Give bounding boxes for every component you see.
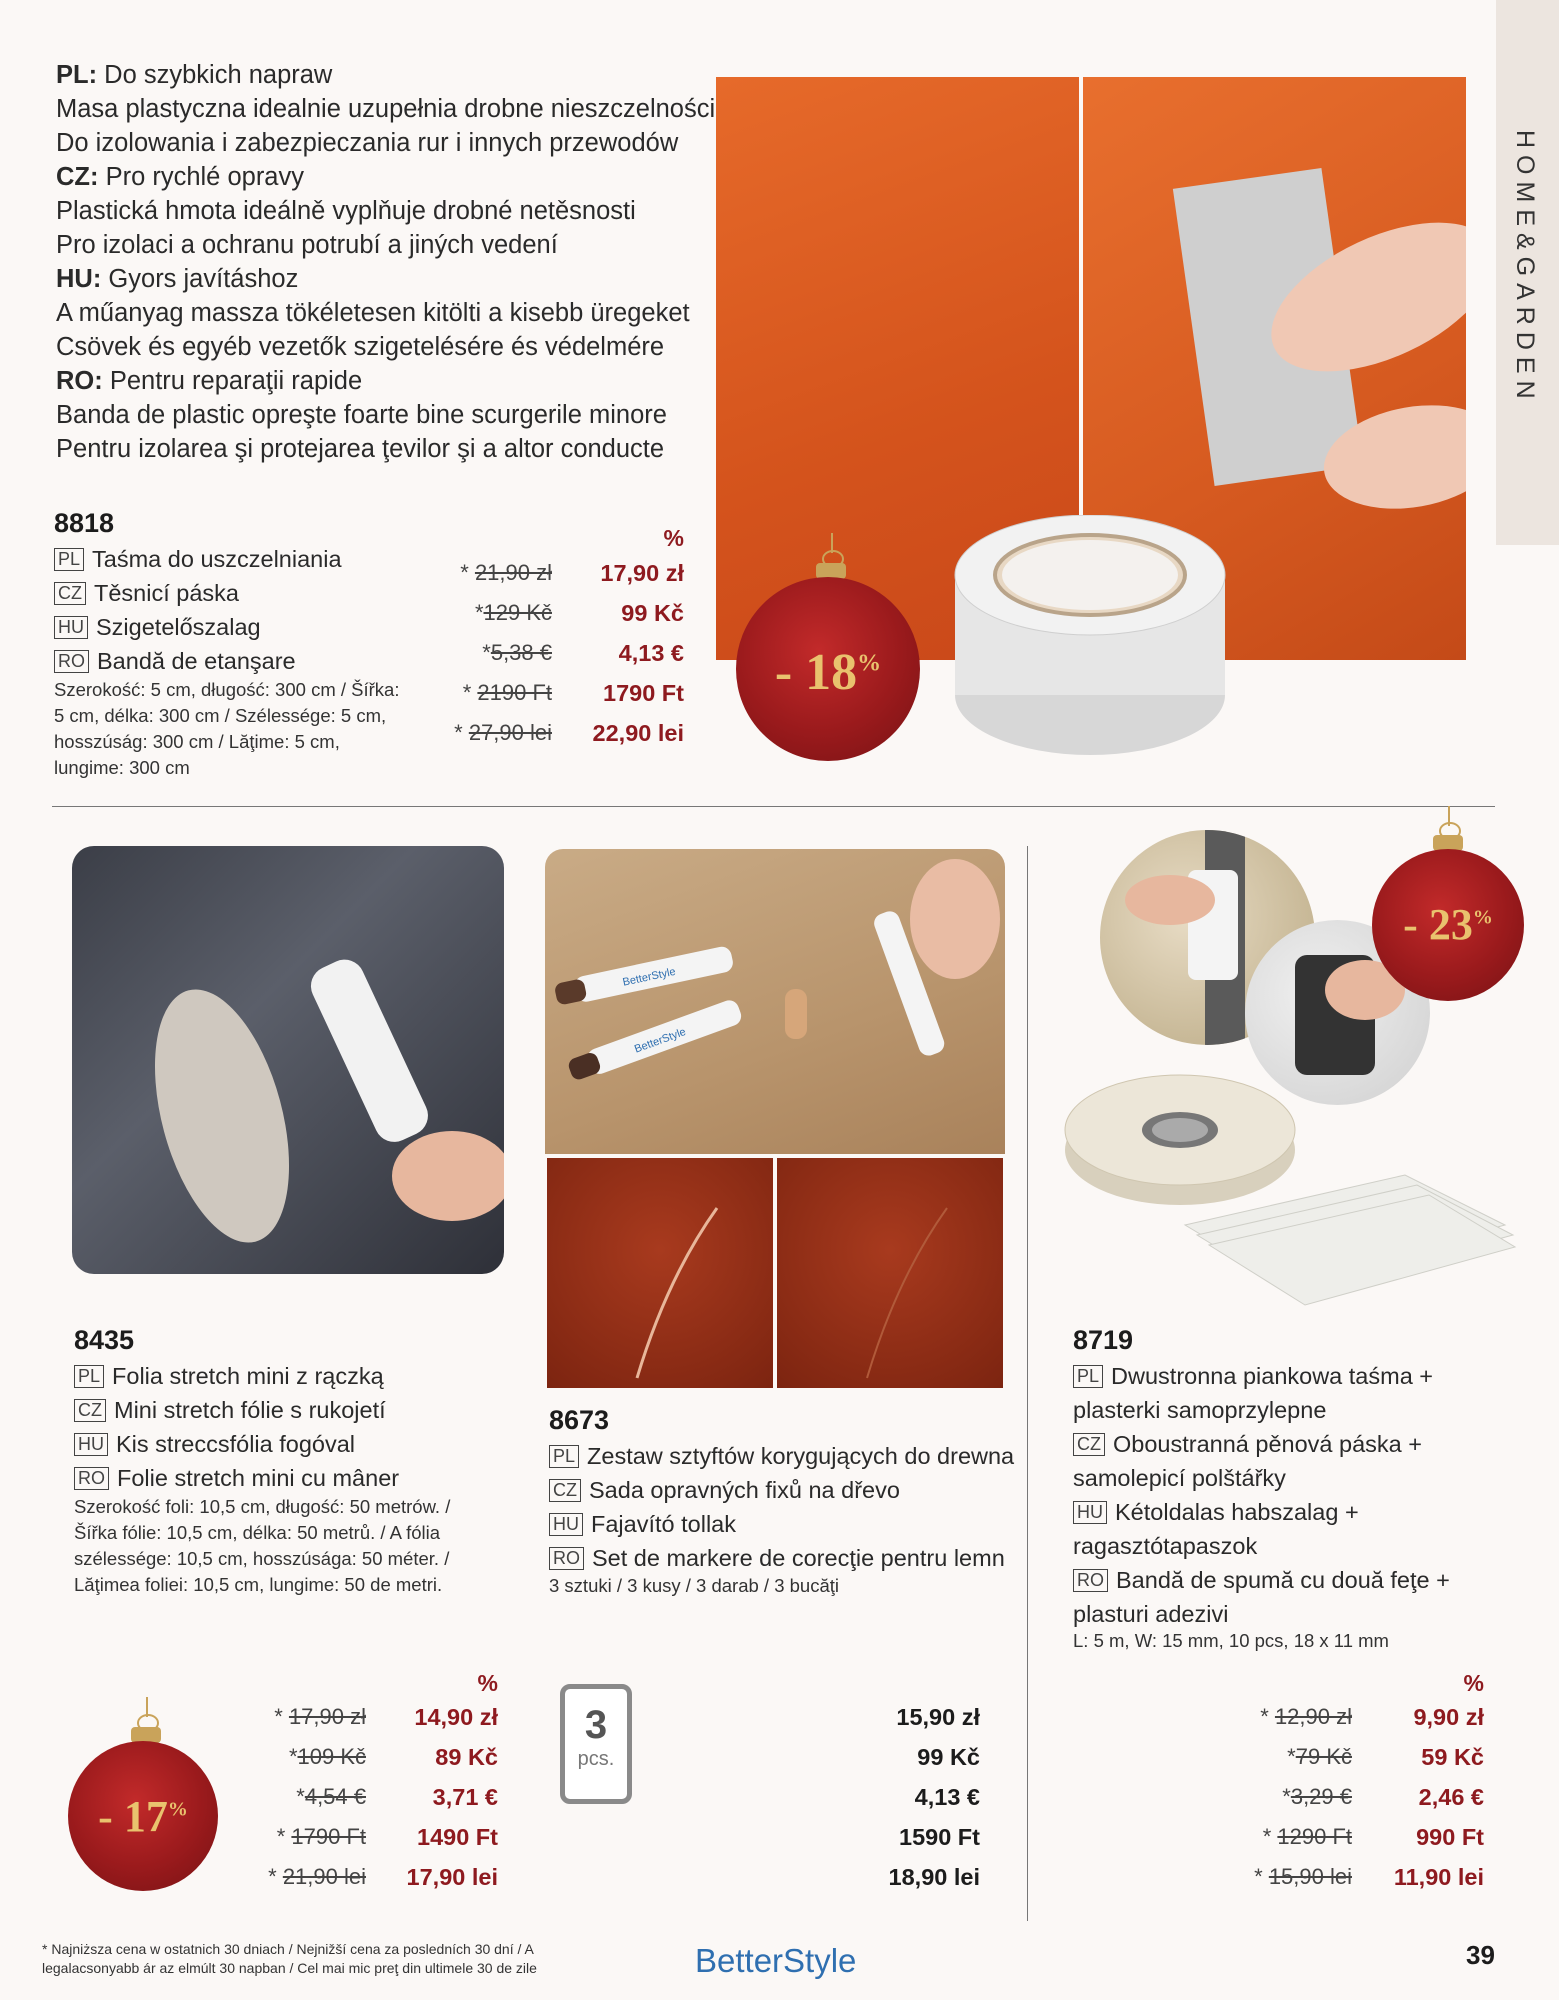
lang-badge: RO [549, 1547, 584, 1570]
product-code: 8673 [549, 1405, 610, 1435]
old-price: *129 Kč [474, 600, 552, 625]
new-price: 11,90 lei [1393, 1864, 1484, 1890]
intro-line: RO: Pentru reparaţii rapide [56, 367, 363, 395]
adhesive-pads [1175, 1165, 1520, 1325]
lang-badge: PL [74, 1365, 104, 1388]
marker-logo: BetterStyle [632, 1025, 688, 1056]
new-prices [376, 1697, 498, 1897]
discount-sign: % [1472, 906, 1493, 929]
name-row [54, 542, 342, 576]
tape-roll-image [945, 515, 1235, 765]
product-name: Bandă de etanşare [97, 648, 296, 674]
old-price: *79 Kč [1287, 1744, 1352, 1769]
intro-line: CZ: Pro rychlé opravy [56, 163, 304, 191]
lang-badge: CZ [549, 1479, 581, 1502]
lang-badge: RO [54, 650, 89, 673]
lang-badge: RO [74, 1467, 109, 1490]
name-row [1073, 1359, 1473, 1427]
product-name: Sada opravných fixů na dřevo [589, 1477, 900, 1503]
lang-badge: RO [1073, 1569, 1108, 1592]
discount-badge-8435 [68, 1741, 218, 1891]
column-divider [1027, 846, 1028, 1921]
name-row [54, 610, 342, 644]
new-prices [1362, 1697, 1484, 1897]
price: 99 Kč [917, 1744, 980, 1770]
old-price: *5,38 € [482, 640, 552, 665]
category-side-tab [1496, 0, 1559, 545]
old-price: * 27,90 lei [454, 720, 552, 745]
old-price: * 15,90 lei [1254, 1864, 1352, 1889]
new-price: 2,46 € [1418, 1784, 1484, 1810]
new-price: 17,90 zł [600, 560, 684, 586]
percent-label: % [1463, 1670, 1484, 1696]
lang-badge: PL [549, 1445, 579, 1468]
product-image-stretch-film [72, 846, 504, 1274]
product-specs: Szerokość foli: 10,5 cm, długość: 50 metrów. / Šířka fólie: 10,5 cm, délka: 50 metrů. / A fólia szélessége: 10,5 cm, hosszúsága: 50 méter. / Lăţimea foliei: 10,5 cm, lungime: 50 de metri. [74, 1496, 451, 1595]
lang-badge: HU [1073, 1501, 1107, 1524]
product-names [1073, 1359, 1473, 1631]
old-price: * 12,90 zł [1260, 1704, 1352, 1729]
category-label: HOME&GARDEN [1511, 130, 1539, 406]
lang-badge: CZ [74, 1399, 106, 1422]
old-price: *109 Kč [288, 1744, 366, 1769]
name-row [549, 1541, 1014, 1575]
product-name: Oboustranná pěnová páska + samolepicí polštářky [1073, 1431, 1422, 1491]
old-price: *3,29 € [1282, 1784, 1352, 1809]
product-name: Bandă de spumă cu două feţe + plasturi adezivi [1073, 1567, 1450, 1627]
old-price: * 2190 Ft [462, 680, 552, 705]
name-row [1073, 1495, 1473, 1563]
product-names [549, 1439, 1014, 1575]
intro-line: Plastická hmota ideálně vyplňuje drobné netěsnosti [56, 197, 636, 225]
product-specs: L: 5 m, W: 15 mm, 10 pcs, 18 x 11 mm [1073, 1630, 1389, 1651]
price: 15,90 zł [896, 1704, 980, 1730]
intro-line: Banda de plastic opreşte foarte bine scurgerile minore [56, 401, 667, 429]
product-image-wood-markers [545, 849, 1005, 1154]
percent-label: % [663, 525, 684, 551]
name-row [54, 576, 342, 610]
footer-note: * Najniższa cena w ostatnich 30 dniach / Nejnižší cena za posledních 30 dní / A legalacsonyabb ár az elmúlt 30 napban / Cel mai mic preţ din ultimele 30 de zile [42, 1941, 537, 1976]
new-price: 89 Kč [435, 1744, 498, 1770]
lang-badge: PL [1073, 1365, 1103, 1388]
page-number: 39 [1466, 1940, 1495, 1970]
lang-badge: CZ [54, 582, 86, 605]
lang-badge: HU [549, 1513, 583, 1536]
price: 4,13 € [914, 1784, 980, 1810]
name-row [549, 1473, 1014, 1507]
product-name: Zestaw sztyftów korygujących do drewna [587, 1443, 1015, 1469]
pieces-label: pcs. [577, 1748, 615, 1770]
product-names [54, 542, 342, 678]
product-specs: Szerokość: 5 cm, długość: 300 cm / Šířka: 5 cm, délka: 300 cm / Szélessége: 5 cm, hosszúság: 300 cm / Lăţime: 5 cm, lungime: 300 cm [54, 679, 400, 778]
name-row [1073, 1427, 1473, 1495]
intro-line: Do izolowania i zabezpieczania rur i innych przewodów [56, 129, 679, 157]
new-price: 9,90 zł [1413, 1704, 1484, 1730]
product-code: 8818 [54, 508, 115, 538]
intro-line: Pentru izolarea şi protejarea ţevilor şi a altor conducte [56, 435, 665, 463]
product-name: Folia stretch mini z rączką [112, 1363, 384, 1389]
new-price: 1490 Ft [417, 1824, 498, 1850]
old-price: * 1290 Ft [1262, 1824, 1352, 1849]
marker-logo: BetterStyle [621, 965, 677, 989]
name-row [1073, 1563, 1473, 1631]
lang-badge: PL [54, 548, 84, 571]
product-image-scratch-after [777, 1158, 1003, 1388]
new-price: 990 Ft [1416, 1824, 1484, 1850]
product-code: 8435 [74, 1325, 135, 1355]
old-prices [250, 1697, 366, 1897]
percent-label: % [477, 1670, 498, 1696]
product-name: Set de markere de corecţie pentru lemn [592, 1545, 1005, 1571]
old-prices [440, 553, 552, 753]
new-price: 1790 Ft [603, 680, 684, 706]
new-price: 99 Kč [621, 600, 684, 626]
new-price: 59 Kč [1421, 1744, 1484, 1770]
product-name: Fajavító tollak [591, 1511, 736, 1537]
footer-brand-logo: BetterStyle [695, 1942, 857, 1979]
old-price: *4,54 € [296, 1784, 366, 1809]
old-prices [1236, 1697, 1352, 1897]
new-price: 4,13 € [618, 640, 684, 666]
price: 18,90 lei [888, 1864, 980, 1890]
name-row [54, 644, 342, 678]
new-price: 17,90 lei [406, 1864, 498, 1890]
intro-line: Csövek és egyéb vezetők szigetelésére és védelmére [56, 333, 665, 361]
discount-value: - 23 [1403, 900, 1473, 949]
lang-badge: HU [54, 616, 88, 639]
discount-badge-8719 [1372, 849, 1524, 1001]
prices [830, 1697, 980, 1897]
intro-line: Masa plastyczna idealnie uzupełnia drobne nieszczelności [56, 95, 716, 123]
price: 1590 Ft [899, 1824, 980, 1850]
product-name: Těsnicí páska [94, 580, 239, 606]
product-specs: 3 sztuki / 3 kusy / 3 darab / 3 bucăţi [549, 1575, 839, 1596]
name-row [74, 1359, 399, 1393]
intro-line: A műanyag massza tökéletesen kitölti a kisebb üregeket [56, 299, 690, 327]
old-price: * 1790 Ft [276, 1824, 366, 1849]
pieces-badge [560, 1684, 632, 1804]
lang-badge: CZ [1073, 1433, 1105, 1456]
product-names [74, 1359, 399, 1495]
old-price: * 17,90 zł [274, 1704, 366, 1729]
name-row [549, 1439, 1014, 1473]
pieces-count: 3 [584, 1703, 608, 1747]
name-row [549, 1507, 1014, 1541]
old-price: * 21,90 zł [460, 560, 552, 585]
intro-line: PL: Do szybkich napraw [56, 61, 333, 89]
name-row [74, 1427, 399, 1461]
product-name: Kis streccsfólia fogóval [116, 1431, 356, 1457]
product-name: Taśma do uszczelniania [92, 546, 342, 572]
product-image-scratch-before [547, 1158, 773, 1388]
lang-badge: HU [74, 1433, 108, 1456]
name-row [74, 1461, 399, 1495]
discount-value: - 18 [774, 644, 858, 701]
name-row [74, 1393, 399, 1427]
product-name: Szigetelőszalag [96, 614, 261, 640]
intro-description [56, 58, 716, 466]
discount-value: - 17 [98, 1792, 168, 1841]
discount-badge-8818 [736, 577, 920, 761]
discount-sign: % [167, 1798, 188, 1821]
intro-line: HU: Gyors javításhoz [56, 265, 299, 293]
product-name: Mini stretch fólie s rukojetí [114, 1397, 386, 1423]
new-price: 3,71 € [432, 1784, 498, 1810]
new-prices [560, 553, 684, 753]
product-name: Kétoldalas habszalag + ragasztótapaszok [1073, 1499, 1359, 1559]
old-price: * 21,90 lei [268, 1864, 366, 1889]
intro-line: Pro izolaci a ochranu potrubí a jiných vedení [56, 231, 558, 259]
new-price: 14,90 zł [414, 1704, 498, 1730]
product-code: 8719 [1073, 1325, 1134, 1355]
product-name: Folie stretch mini cu mâner [117, 1465, 400, 1491]
new-price: 22,90 lei [592, 720, 684, 746]
discount-sign: % [857, 650, 882, 677]
section-divider [52, 806, 1495, 807]
product-name: Dwustronna piankowa taśma + plasterki samoprzylepne [1073, 1363, 1434, 1423]
